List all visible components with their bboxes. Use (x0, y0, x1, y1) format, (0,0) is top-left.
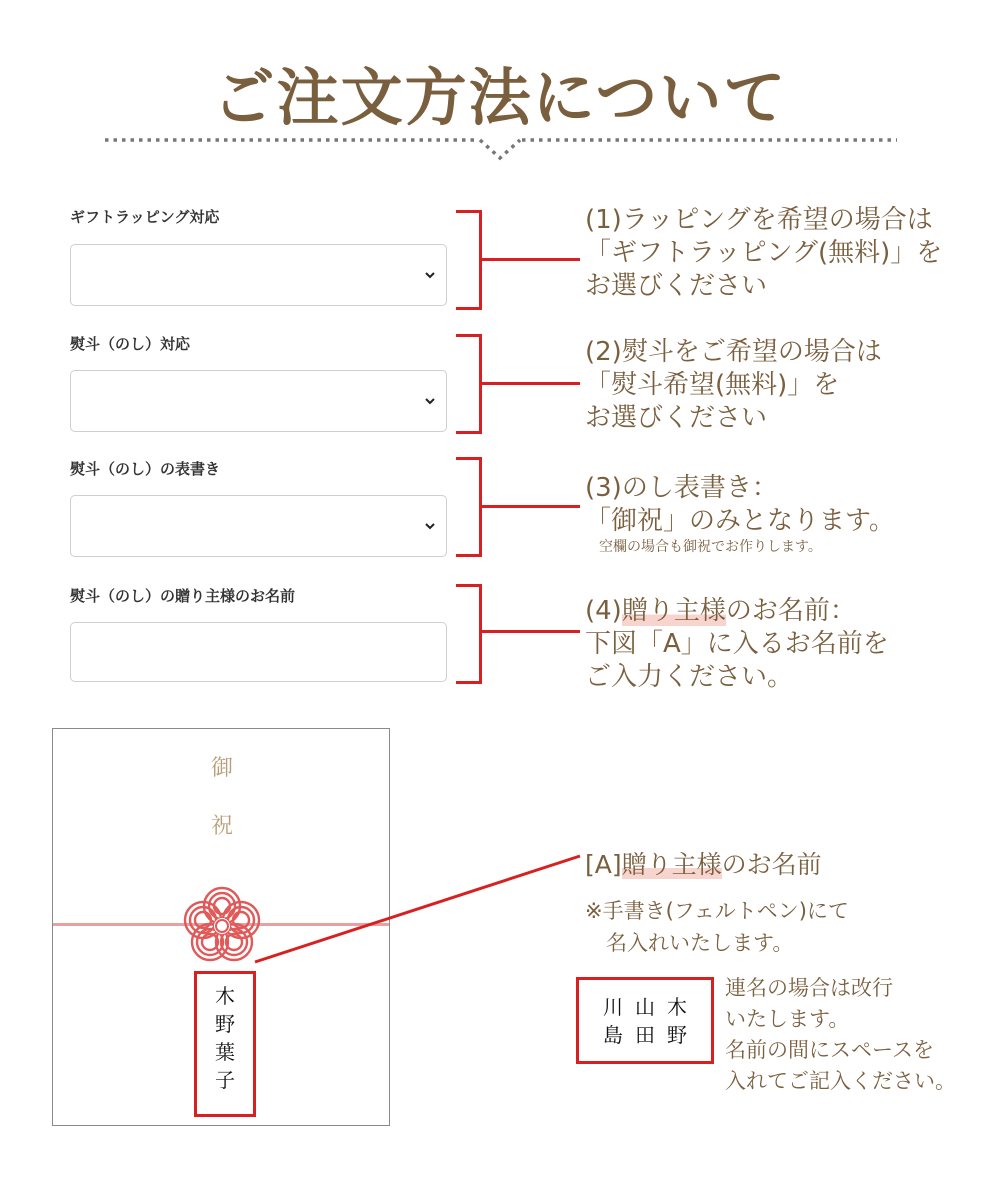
joint-char: 島 (603, 1022, 623, 1047)
note-4-line-3: ご入力ください。 (585, 662, 794, 692)
note-4-highlight: 贈り主様 (621, 596, 726, 626)
sender-name-input[interactable] (70, 622, 447, 682)
noshi-inscription-label: 熨斗（のし）の表書き (70, 460, 221, 478)
chevron-down-icon (424, 269, 436, 281)
note-2-line-3: お選びください (585, 403, 768, 433)
note-4-suffix: のお名前： (725, 596, 856, 626)
joint-char: 木 (667, 994, 687, 1019)
noshi-inscription-select[interactable] (70, 495, 447, 557)
note-1-line-3: お選びください (585, 271, 768, 301)
chevron-down-icon (424, 520, 436, 532)
bracket-line-2 (482, 382, 580, 385)
gift-wrapping-label: ギフトラッピング対応 (70, 208, 220, 226)
annotation-highlight: 贈り主様 (621, 850, 722, 879)
note-2-line-1: (2)熨斗をご希望の場合は (585, 337, 882, 367)
joint-note-line-3: 名前の間にスペースを (725, 1038, 934, 1062)
note-gift-wrapping (585, 204, 942, 303)
note-4-prefix: (4) (585, 596, 622, 626)
noshi-illustration (52, 728, 390, 1126)
name-char-2: 野 (215, 1012, 235, 1036)
annotation-suffix: のお名前 (721, 850, 822, 879)
bracket-2 (456, 334, 482, 434)
joint-note-line-1: 連名の場合は改行 (725, 976, 893, 1000)
annotation-a-label (585, 845, 822, 881)
joint-name-column-1 (667, 993, 687, 1049)
sender-name-label: 熨斗（のし）の贈り主様のお名前 (70, 587, 296, 605)
joint-names-example (576, 977, 714, 1064)
page-title: ご注文方法について (212, 61, 788, 134)
note-sender-name (585, 595, 889, 694)
note-3-line-1: (3)のし表書き： (585, 473, 778, 503)
note-3-small: 空欄の場合も御祝でお作りします。 (599, 539, 822, 555)
chevron-down-icon (424, 395, 436, 407)
joint-char: 川 (603, 994, 623, 1019)
joint-name-column-3 (603, 993, 623, 1049)
bracket-4 (456, 584, 482, 684)
bracket-line-4 (482, 630, 580, 633)
handwritten-line-1: ※手書き(フェルトペン)にて (585, 899, 849, 923)
name-char-4: 子 (215, 1068, 235, 1092)
joint-note-line-2: いたします。 (725, 1007, 850, 1031)
name-char-1: 木 (215, 984, 235, 1008)
note-1-line-1: (1)ラッピングを希望の場合は (585, 205, 933, 235)
dotted-divider (100, 130, 900, 170)
bracket-line-3 (482, 505, 580, 508)
note-4-line-2: 下図「A」に入るお名前を (585, 629, 889, 659)
bracket-1 (456, 210, 482, 310)
note-noshi (585, 336, 882, 435)
noshi-word-2: 祝 (210, 814, 233, 839)
joint-note-line-4: 入れてご記入ください。 (725, 1069, 956, 1093)
joint-name-column-2 (635, 993, 655, 1049)
note-2-line-2: 「熨斗希望(無料)」を (585, 370, 840, 400)
note-inscription (585, 472, 895, 556)
sender-name-box-a (194, 971, 256, 1117)
gift-wrapping-select[interactable] (70, 244, 447, 306)
handwritten-line-2: 名入れいたします。 (585, 931, 794, 955)
handwritten-note (585, 895, 849, 959)
joint-names-note (725, 973, 956, 1097)
joint-char: 野 (667, 1022, 687, 1047)
bracket-line-1 (482, 258, 580, 261)
noshi-label: 熨斗（のし）対応 (70, 335, 191, 353)
noshi-select[interactable] (70, 370, 447, 432)
note-3-line-2: 「御祝」のみとなります。 (585, 506, 895, 536)
joint-char: 田 (635, 1022, 655, 1047)
annotation-prefix: [A] (585, 850, 622, 879)
bracket-3 (456, 457, 482, 557)
note-1-line-2: 「ギフトラッピング(無料)」を (585, 238, 943, 268)
name-char-3: 葉 (215, 1040, 235, 1064)
note-4-line-1 (585, 595, 889, 628)
noshi-word-1: 御 (210, 756, 233, 781)
joint-char: 山 (635, 994, 655, 1019)
mizuhiki-knot-icon (181, 885, 263, 967)
